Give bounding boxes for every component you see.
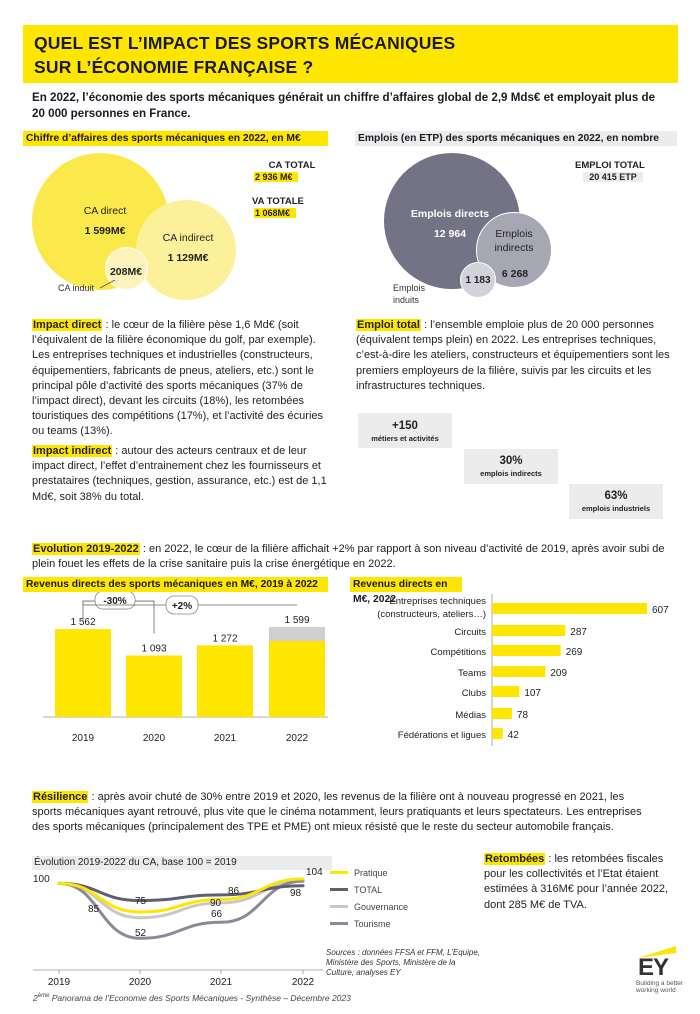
hbar-value-label-4: 107 <box>524 688 542 699</box>
intro-text: En 2022, l’économie des sports mécaniques générait un chiffre d’affaires global de 2,9 Mds€ et employait plus de 20 000 personnes en France. <box>32 91 656 120</box>
impact-direct-paragraph <box>32 318 332 440</box>
bar-value-label-2022: 1 599 <box>284 615 310 626</box>
line-chart-header: Évolution 2019-2022 du CA, base 100 = 2019 <box>32 856 332 870</box>
legend-item-total <box>330 881 440 898</box>
impact-indirect-tag: Impact indirect <box>33 445 112 457</box>
line-label-tourisme-2020: 52 <box>135 928 147 939</box>
hbar-0 <box>492 603 647 614</box>
ca-total-label: CA TOTAL <box>268 160 316 171</box>
ca-indirect-value: 1 129M€ <box>167 252 209 264</box>
retombees-tag: Retombées <box>485 853 545 865</box>
hbar-category-label-0-b: (constructeurs, ateliers…) <box>377 609 486 620</box>
stat-industriels-label: emplois industriels <box>581 504 651 513</box>
line-label-total-2022: 98 <box>290 888 302 899</box>
emploi-section-header: Emplois (en ETP) des sports mécaniques en 2022, en nombre <box>355 131 677 146</box>
legend-swatch-tourisme <box>330 922 348 925</box>
footer-note <box>33 993 351 1003</box>
hbar-4 <box>492 686 519 697</box>
bar-value-label-2021: 1 272 <box>212 633 238 645</box>
bar-value-label-2020: 1 093 <box>141 643 167 655</box>
emploi-indirect-value: 6 268 <box>501 268 529 280</box>
evolution-paragraph <box>32 542 677 572</box>
footer-text: Panorama de l’Economie des Sports Mécaniques - Synthèse – Décembre 2023 <box>49 993 351 1003</box>
evolution-text: : en 2022, le cœur de la filière affichait +2% par rapport à son niveau d’activité de 2019, après avoir subi de plein fouet les effets de la crise sanitaire puis la crise énergétique en 2022. <box>32 543 665 571</box>
sources-line-2: Ministère des Sports, Ministère de la <box>326 958 456 967</box>
stat-box-industriels <box>569 484 663 519</box>
legend-item-pratique <box>330 864 440 881</box>
hbar-2 <box>492 645 561 656</box>
annotation-plus2-text: +2% <box>171 601 193 612</box>
hbar-category-label-2: Compétitions <box>430 647 486 658</box>
bar-2019 <box>55 629 111 717</box>
evolution-tag: Evolution 2019-2022 <box>33 543 139 555</box>
hbar-value-label-2: 269 <box>565 647 583 658</box>
retombees-text: : les retombées fiscales pour les collectivités et l’Etat étaient estimées à 316M€ pour l’année 2022, dont 285 M€ de TVA. <box>484 853 669 911</box>
impact-direct-text: : le cœur de la filière pèse 1,6 Md€ (soit l’équivalent de la filière économique du golf, par exemple). Les entreprises techniques et industrielles (constructeurs, équipementiers, fabricants de pneus, ateliers, etc.) sont le principal pôle d’activité des sports mécaniques (37% de l’impact direct), devant les circuits (18%), les retombées touristiques des compétitions (17%), et l’activité des écuries ou teams (13%). <box>32 319 324 438</box>
retombees-paragraph <box>484 852 674 913</box>
emploi-induit-label-1: Emplois <box>393 283 426 293</box>
stat-industriels-value: 63% <box>604 490 628 502</box>
ca-indirect-circle <box>136 200 236 300</box>
hbar-chart-revenus-2022 <box>340 594 680 750</box>
line-label-start-100: 100 <box>33 874 50 885</box>
hbar-5 <box>492 708 512 719</box>
emploi-indirect-label-2: indirects <box>494 242 534 254</box>
stat-box-indirects <box>464 449 558 484</box>
bar-2021 <box>197 645 253 717</box>
hbar-category-label-0-a: Entreprises techniques <box>389 596 486 607</box>
hbar-category-label-3: Teams <box>458 668 486 679</box>
hbar-chart-header: Revenus directs en M€, 2022 <box>350 577 462 592</box>
hbar-category-label-5: Médias <box>455 710 486 721</box>
line-chart-xlabel-2019: 2019 <box>47 977 71 988</box>
legend-swatch-gouvernance <box>330 905 348 908</box>
ca-direct-label: CA direct <box>83 205 127 217</box>
footer-sup: ème <box>37 993 50 1000</box>
legend-label-gouvernance: Gouvernance <box>354 901 409 912</box>
line-chart-evolution-ca <box>23 866 328 991</box>
stat-indirects-label: emplois indirects <box>480 469 542 478</box>
bar-category-label-2019: 2019 <box>71 733 95 744</box>
ey-logo <box>620 946 683 1000</box>
ca-induit-value: 208M€ <box>109 266 143 278</box>
hbar-value-label-6: 42 <box>507 730 519 741</box>
stat-indirects-value: 30% <box>499 455 523 467</box>
ey-tagline <box>636 980 683 994</box>
annotation-minus30-text: -30% <box>103 596 127 608</box>
va-total-value: 1 068M€ <box>254 208 296 218</box>
footer-num: 2 <box>33 993 38 1003</box>
page-title-line-2: SUR L’ÉCONOMIE FRANÇAISE ? <box>34 57 314 77</box>
line-chart-xlabel-2022: 2022 <box>291 977 315 988</box>
legend-item-gouvernance <box>330 898 440 915</box>
legend-label-tourisme: Tourisme <box>354 918 391 929</box>
legend-swatch-pratique <box>330 871 348 874</box>
ey-tagline-2: working world <box>636 987 676 994</box>
emploi-total-tag: Emploi total <box>357 319 420 331</box>
emploi-direct-label: Emplois directs <box>410 208 490 220</box>
stat-metiers-label: métiers et activités <box>371 434 439 443</box>
ey-tagline-1: Building a better <box>636 980 683 987</box>
bar-2022-fill <box>269 641 325 717</box>
legend-item-tourisme <box>330 915 440 932</box>
line-label-total-2021: 90 <box>210 898 222 909</box>
hbar-value-label-5: 78 <box>516 710 529 721</box>
legend-label-total: TOTAL <box>354 884 383 895</box>
ca-total-value: 2 936 M€ <box>254 172 298 182</box>
ca-direct-value: 1 599M€ <box>84 225 126 237</box>
emploi-induit-value: 1 183 <box>465 275 491 286</box>
line-chart-legend <box>330 864 440 932</box>
bar-chart-header: Revenus directs des sports mécaniques en M€, 2019 à 2022 <box>23 577 328 592</box>
hbar-value-label-0: 607 <box>652 605 669 616</box>
bar-chart-revenus-2019-2022 <box>23 592 333 750</box>
resilience-tag: Résilience <box>33 791 88 803</box>
impact-indirect-text: : autour des acteurs centraux et de leur impact direct, l’effet d’entrainement chez les fournisseurs et prestataires (techniques, gestion, assurance, etc.) est de 1,1 Md€, soit 38% du total. <box>32 445 327 503</box>
ca-indirect-label: CA indirect <box>162 232 214 244</box>
line-label-total-2020: 85 <box>88 904 100 915</box>
emploi-direct-value: 12 964 <box>433 228 467 240</box>
hbar-1 <box>492 625 565 636</box>
stat-metiers-value: +150 <box>392 420 418 432</box>
sources-line-3: Culture, analyses EY <box>326 968 401 977</box>
hbar-category-label-1: Circuits <box>454 627 486 638</box>
sources-line-1: Sources : données FFSA et FFM, L’Equipe, <box>326 948 480 957</box>
bar-category-label-2022: 2022 <box>285 733 309 744</box>
emploi-total-value: 20 415 ETP <box>583 172 643 182</box>
hbar-6 <box>492 728 503 739</box>
page-title-line-1: QUEL EST L’IMPACT DES SPORTS MÉCANIQUES <box>34 33 456 53</box>
emploi-induit-label-2: induits <box>393 295 420 305</box>
hbar-value-label-3: 209 <box>550 668 568 679</box>
hbar-value-label-1: 287 <box>570 627 587 638</box>
hbar-category-label-4: Clubs <box>461 688 486 699</box>
line-chart-xlabel-2021: 2021 <box>209 977 233 988</box>
resilience-text: : après avoir chuté de 30% entre 2019 et 2020, les revenus de la filière ont à nouveau progressé en 2021, les sports mécaniques ayant retrouvé, plus vite que le cinéma notamment, leurs pratiquants et leurs spectateurs. Les entreprises des sports mécaniques (principalement des TPE et PME) ont mieux résisté que le reste du secteur automobile français. <box>32 791 642 834</box>
sources-note <box>326 948 480 978</box>
hbar-3 <box>492 666 545 677</box>
line-label-pratique-2020: 75 <box>135 896 147 907</box>
emploi-total-label: EMPLOI TOTAL <box>575 160 645 171</box>
impact-indirect-paragraph <box>32 444 332 505</box>
ey-logo-text: EY <box>638 954 669 981</box>
impact-direct-tag: Impact direct <box>33 319 102 331</box>
bar-category-label-2021: 2021 <box>213 733 237 744</box>
hbar-category-label-6: Fédérations et ligues <box>397 730 486 741</box>
line-label-pratique-2022: 104 <box>306 867 323 878</box>
emploi-indirect-label-1: Emplois <box>495 228 533 240</box>
bar-2020 <box>126 655 182 717</box>
ca-section-header: Chiffre d’affaires des sports mécaniques en 2022, en M€ <box>23 131 328 146</box>
emploi-total-paragraph <box>356 318 671 394</box>
legend-swatch-total <box>330 888 348 891</box>
line-label-pratique-2021: 86 <box>228 886 240 897</box>
line-label-tourisme-2021: 66 <box>211 909 223 920</box>
line-chart-xlabel-2020: 2020 <box>128 977 152 988</box>
legend-label-pratique: Pratique <box>354 867 388 878</box>
stat-box-metiers <box>358 413 452 448</box>
bar-category-label-2020: 2020 <box>142 733 166 744</box>
bar-value-label-2019: 1 562 <box>70 617 96 629</box>
resilience-paragraph <box>32 790 642 836</box>
ca-induit-label: CA induit <box>58 283 95 293</box>
emploi-total-text: : l’ensemble emploie plus de 20 000 personnes (équivalent temps plein) en 2022. Les entreprises techniques, c’est-à-dire les ateliers, constructeurs et équipementiers sont les premiers employeurs de la filière, suivis par les circuits et les infrastructures techniques. <box>356 319 670 392</box>
va-total-label: VA TOTALE <box>252 196 304 207</box>
